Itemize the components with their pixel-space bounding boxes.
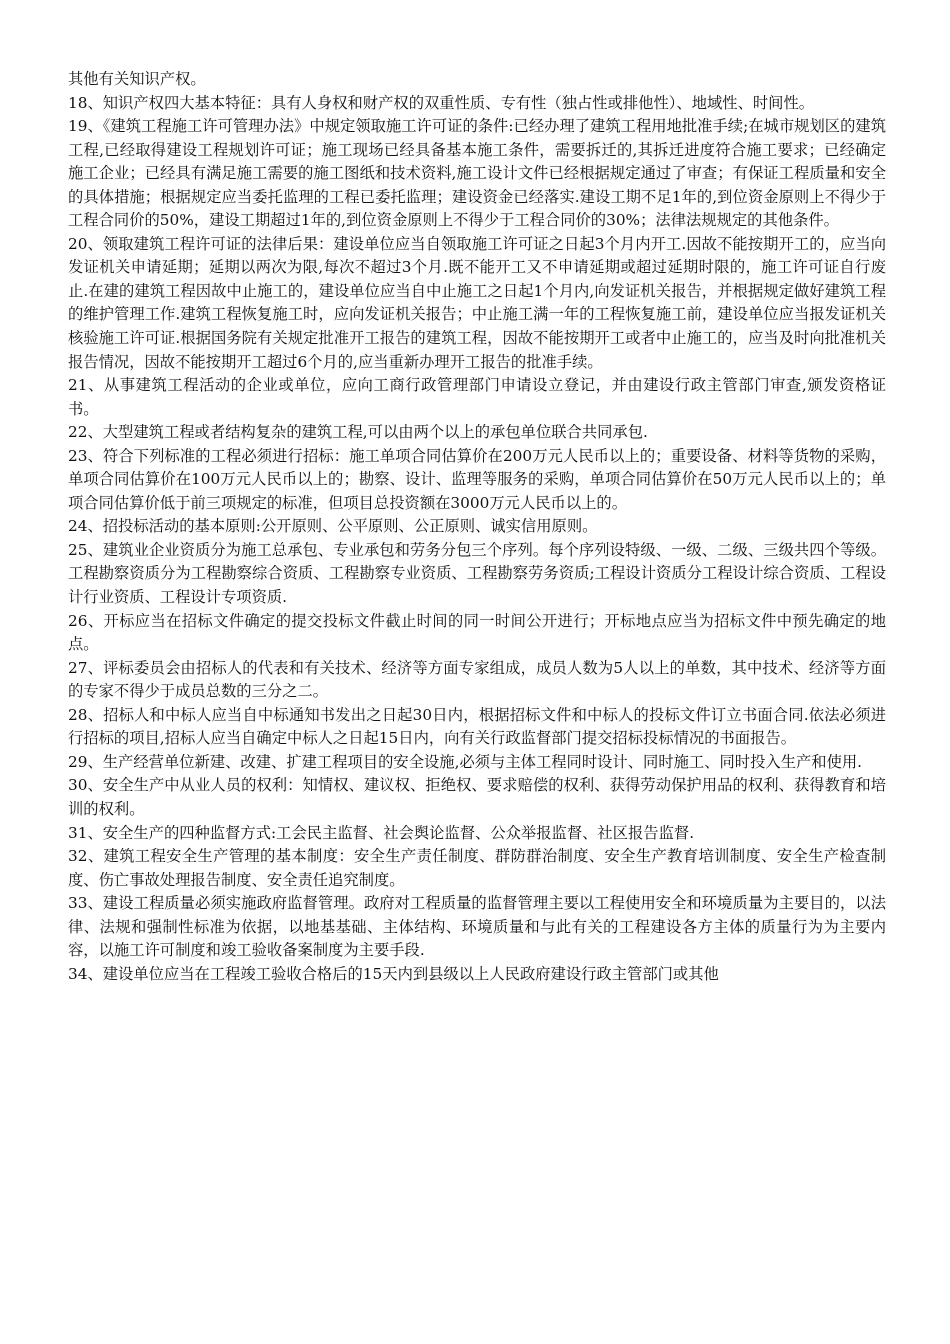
paragraph-20: 20、领取建筑工程许可证的法律后果：建设单位应当自领取施工许可证之日起3个月内开工.因故不能按期开工的，应当向发证机关申请延期；延期以两次为限,每次不超过3个月.既不能开工又不申请延期或超过延期时限的，施工许可证自行废止.在建的建筑工程因故中止施工的，建设单位应当自中止施工之日起1个月内,向发证机关报告，并根据规定做好建筑工程的维护管理工作.建筑工程恢复施工时，应向发证机关报告；中止施工满一年的工程恢复施工前，建设单位应当报发证机关核验施工许可证.根据国务院有关规定批准开工报告的建筑工程，因故不能按期开工或者中止施工的，应当及时向批准机关报告情况，因故不能按期开工超过6个月的,应当重新办理开工报告的批准手续。 [68,234,886,371]
paragraph-intro: 其他有关知识产权。 [68,70,206,88]
paragraph-28: 28、招标人和中标人应当自中标通知书发出之日起30日内，根据招标文件和中标人的投标文件订立书面合同.依法必须进行招标的项目,招标人应当自确定中标人之日起15日内，向有关行政监督部门提交招标投标情况的书面报告。 [68,705,886,748]
paragraph-32: 32、建筑工程安全生产管理的基本制度：安全生产责任制度、群防群治制度、安全生产教育培训制度、安全生产检查制度、伤亡事故处理报告制度、安全责任追究制度。 [68,847,886,889]
paragraph-22: 22、大型建筑工程或者结构复杂的建筑工程,可以由两个以上的承包单位联合共同承包. [68,423,648,442]
paragraph-25: 25、建筑业企业资质分为施工总承包、专业承包和劳务分包三个序列。每个序列设特级、一级、二级、三级共四个等级。工程勘察资质分为工程勘察综合资质、工程勘察专业资质、工程勘察劳务资质;工程设计资质分工程设计综合资质、工程设计行业资质、工程设计专项资质. [68,540,886,607]
paragraph-26: 26、开标应当在招标文件确定的提交投标文件截止时间的同一时间公开进行；开标地点应当为招标文件中预先确定的地点。 [68,611,886,654]
paragraph-31: 31、安全生产的四种监督方式:工会民主监督、社会舆论监督、公众举报监督、社区报告监督. [68,823,695,842]
paragraph-23: 23、符合下列标准的工程必须进行招标：施工单项合同估算价在200万元人民币以上的；重要设备、材料等货物的采购，单项合同估算价在100万元人民币以上的；勘察、设计、监理等服务的采购，单项合同估算价在50万元人民币以上的；单项合同估算价低于前三项规定的标准，但项目总投资额在3000万元人民币以上的。 [68,446,886,512]
paragraph-27: 27、评标委员会由招标人的代表和有关技术、经济等方面专家组成，成员人数为5人以上的单数，其中技术、经济等方面的专家不得少于成员总数的三分之二。 [68,658,886,701]
paragraph-18: 18、知识产权四大基本特征：具有人身权和财产权的双重性质、专有性（独占性或排他性）、地域性、时间性。 [68,93,815,112]
paragraph-19: 19、《建筑工程施工许可管理办法》中规定领取施工许可证的条件:已经办理了建筑工程用地批准手续;在城市规划区的建筑工程,已经取得建设工程规划许可证；施工现场已经具备基本施工条件，需要拆迁的,其拆迁进度符合施工要求；已经确定施工企业；已经具有满足施工需要的施工图纸和技术资料,施工设计文件已经根据规定通过了审查；有保证工程质量和安全的具体措施；根据规定应当委托监理的工程已委托监理；建设资金已经落实.建设工期不足1年的,到位资金原则上不得少于工程合同价的50%，建设工期超过1年的,到位资金原则上不得少于工程合同价的30%；法律法规规定的其他条件。 [68,117,886,230]
paragraph-30: 30、安全生产中从业人员的权利：知情权、建议权、拒绝权、要求赔偿的权利、获得劳动保护用品的权利、获得教育和培训的权利。 [68,776,886,818]
paragraph-24: 24、招投标活动的基本原则:公开原则、公平原则、公正原则、诚实信用原则。 [68,517,598,536]
paragraph-34: 34、建设单位应当在工程竣工验收合格后的15天内到县级以上人民政府建设行政主管部门或其他 [68,964,719,983]
paragraph-21: 21、从事建筑工程活动的企业或单位，应向工商行政管理部门申请设立登记，并由建设行政主管部门审查,颁发资格证书。 [68,376,886,418]
paragraph-29: 29、生产经营单位新建、改建、扩建工程项目的安全设施,必须与主体工程同时设计、同时施工、同时投入生产和使用. [68,752,863,771]
paragraph-33: 33、建设工程质量必须实施政府监督管理。政府对工程质量的监督管理主要以工程使用安全和环境质量为主要目的，以法律、法规和强制性标准为依据，以地基基础、主体结构、环境质量和与此有关的工程建设各方主体的质量行为为主要内容，以施工许可制度和竣工验收备案制度为主要手段. [68,894,886,960]
